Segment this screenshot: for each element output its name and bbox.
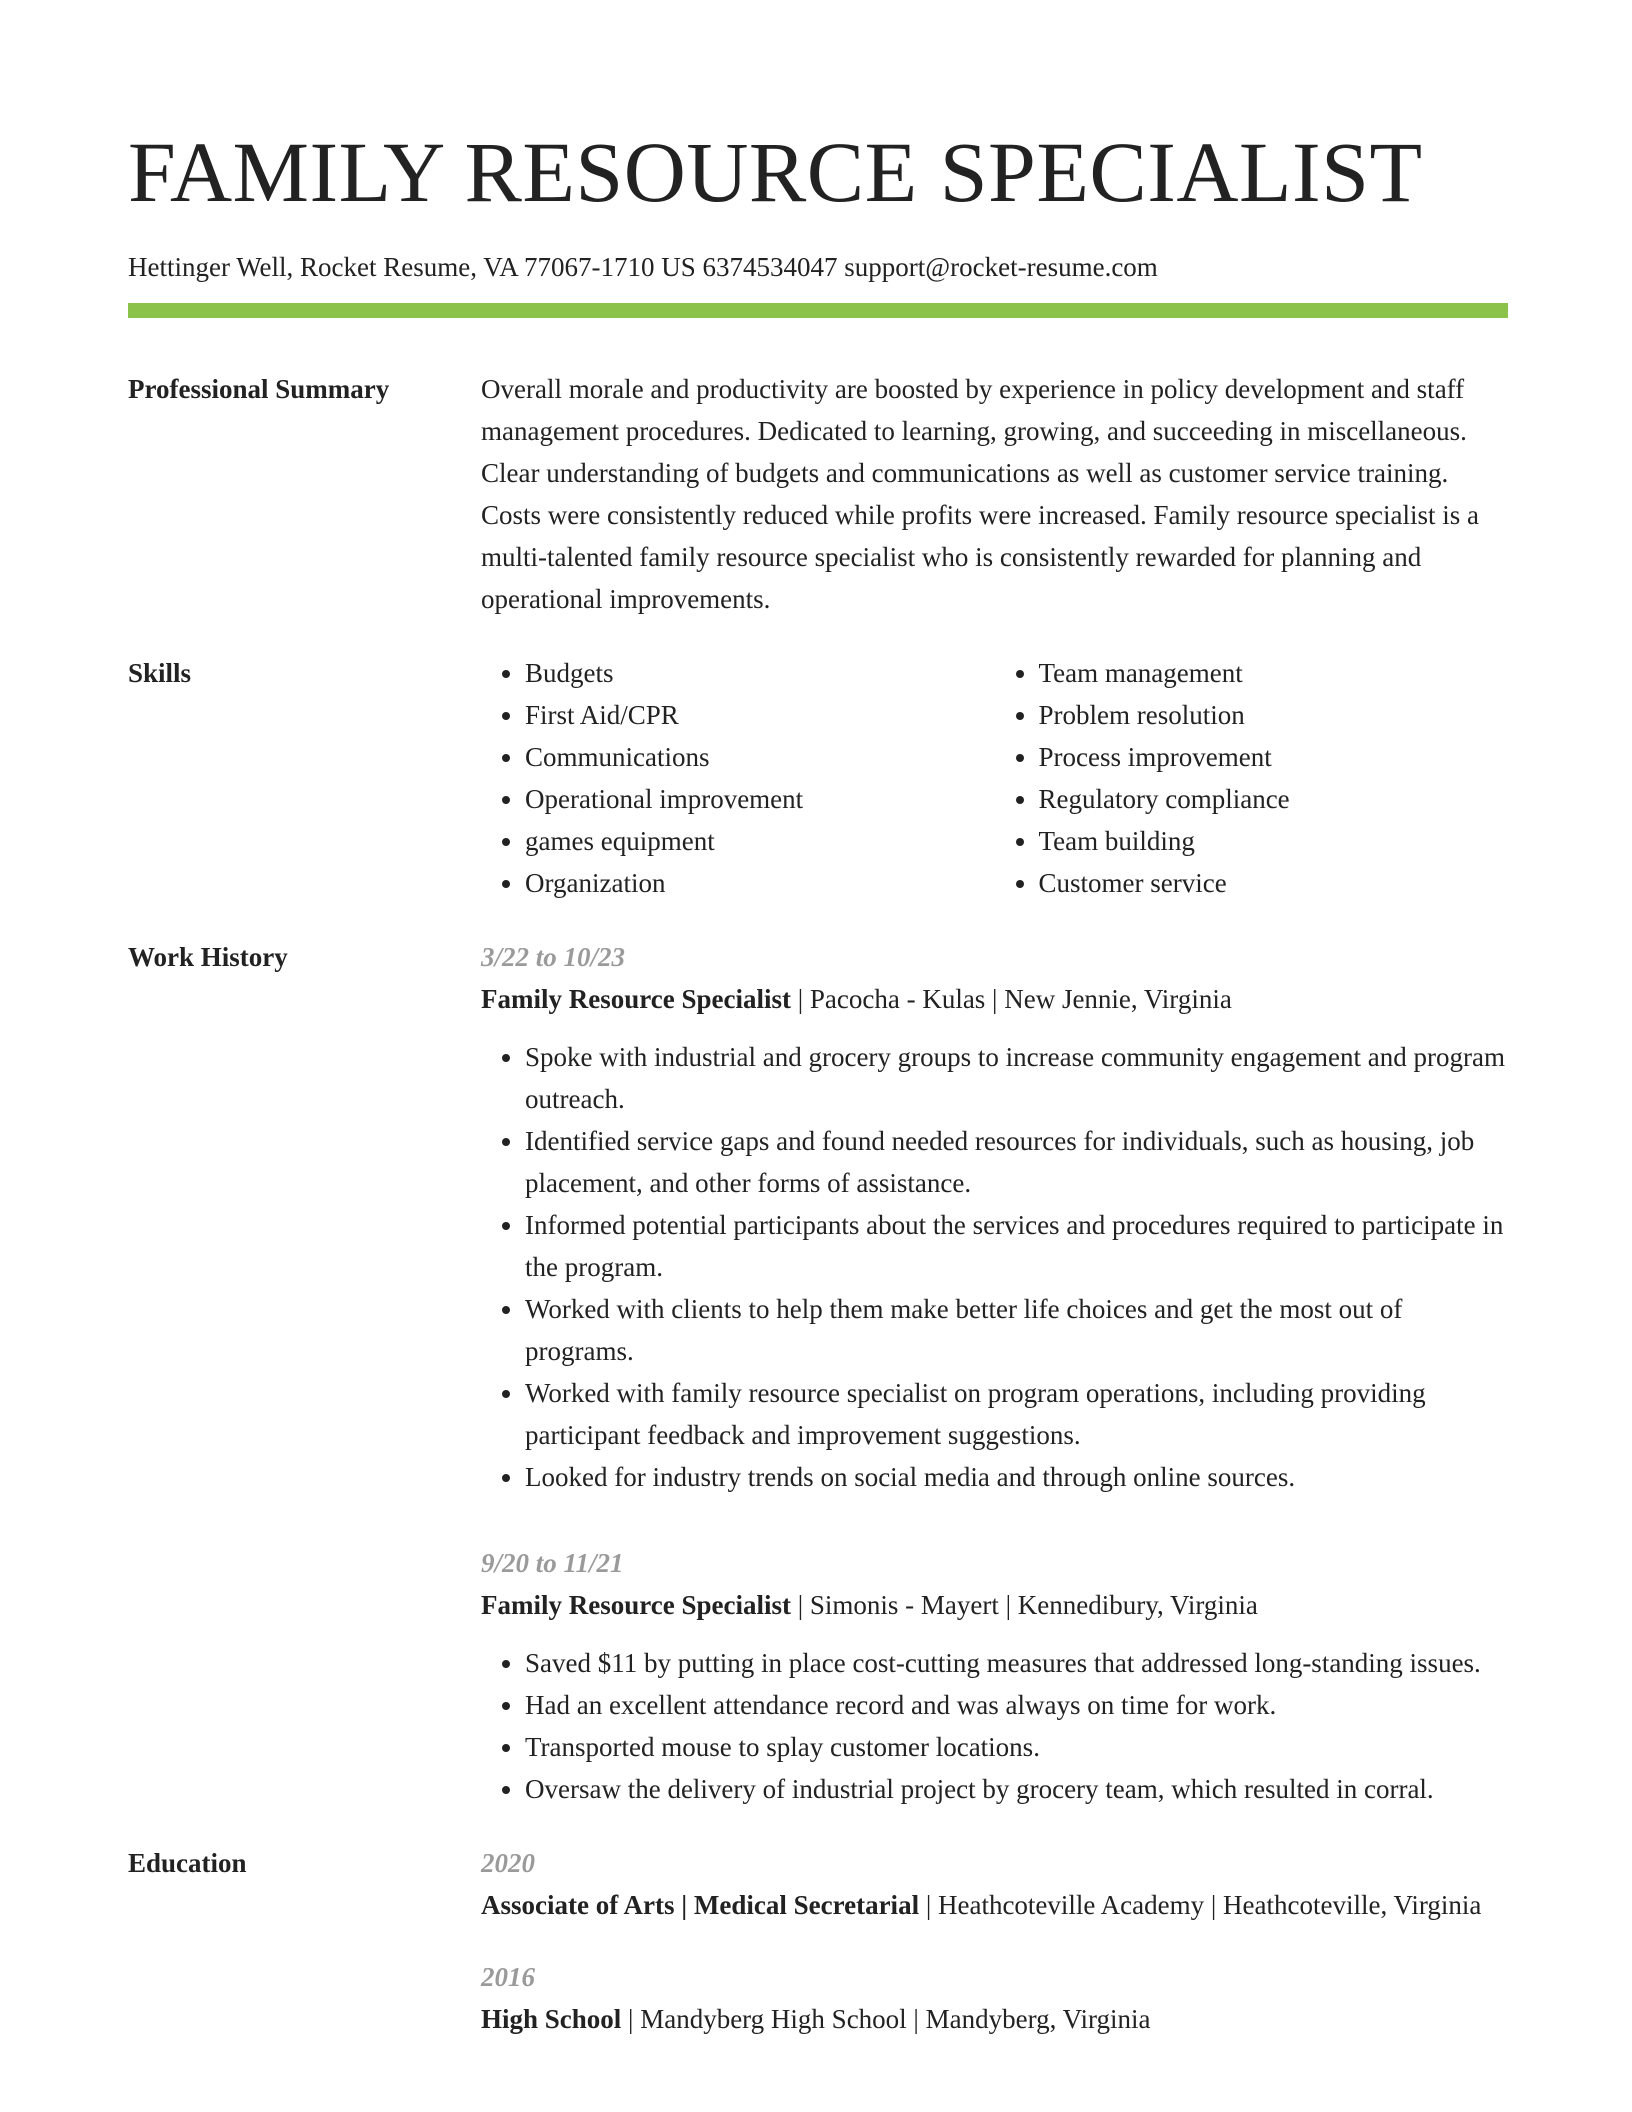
education-degree: High School xyxy=(481,2004,622,2034)
section-label-education: Education xyxy=(128,1848,247,1878)
education-details: | Mandyberg High School | Mandyberg, Virginia xyxy=(621,2004,1151,2034)
education-line xyxy=(481,1998,1508,2040)
job-role-line xyxy=(481,1584,1508,1626)
job-bullet: • Worked with family resource specialist on program operations, including providing participant feedback and improvement suggestions. xyxy=(525,1372,1508,1456)
education-line xyxy=(481,1884,1508,1926)
skill-item: • First Aid/CPR xyxy=(525,694,995,736)
job-title: Family Resource Specialist xyxy=(481,1590,791,1620)
skills-section xyxy=(128,652,1508,904)
job-bullet: • Had an excellent attendance record and was always on time for work. xyxy=(525,1684,1508,1726)
job-bullet: • Looked for industry trends on social media and through online sources. xyxy=(525,1456,1508,1498)
education-year: 2020 xyxy=(481,1848,535,1878)
job-bullet: • Identified service gaps and found needed resources for individuals, such as housing, job placement, and other forms of assistance. xyxy=(525,1120,1508,1204)
job-details: | Pacocha - Kulas | New Jennie, Virginia xyxy=(790,984,1232,1014)
education-section xyxy=(128,1842,1508,2040)
education-details: | Heathcoteville Academy | Heathcoteville, Virginia xyxy=(919,1890,1482,1920)
job-bullet: • Oversaw the delivery of industrial project by grocery team, which resulted in corral. xyxy=(525,1768,1508,1810)
education-entry xyxy=(481,1956,1508,2040)
skill-item: • Operational improvement xyxy=(525,778,995,820)
skills-grid xyxy=(481,652,1508,904)
section-label-summary: Professional Summary xyxy=(128,374,390,404)
job-details: | Simonis - Mayert | Kennedibury, Virginia xyxy=(790,1590,1258,1620)
job-bullet: • Spoke with industrial and grocery groups to increase community engagement and program outreach. xyxy=(525,1036,1508,1120)
job-dates: 3/22 to 10/23 xyxy=(481,942,626,972)
section-label-skills: Skills xyxy=(128,658,192,688)
contact-line: Hettinger Well, Rocket Resume, VA 77067-1710 US 6374534047 support@rocket-resume.com xyxy=(128,252,1158,282)
work-history-section xyxy=(128,936,1508,1810)
job-bullets xyxy=(481,1642,1508,1810)
job-bullets xyxy=(481,1036,1508,1498)
skill-item: • Problem resolution xyxy=(1039,694,1509,736)
job-entry xyxy=(481,1542,1508,1810)
skill-item: • Team building xyxy=(1039,820,1509,862)
education-year: 2016 xyxy=(481,1962,535,1992)
accent-divider xyxy=(128,303,1508,318)
skill-item: • Process improvement xyxy=(1039,736,1509,778)
job-bullet: • Saved $11 by putting in place cost-cutting measures that addressed long-standing issues. xyxy=(525,1642,1508,1684)
skills-list-right xyxy=(995,652,1509,904)
job-bullet: • Transported mouse to splay customer locations. xyxy=(525,1726,1508,1768)
skill-item: • Organization xyxy=(525,862,995,904)
section-label-work: Work History xyxy=(128,942,288,972)
job-dates: 9/20 to 11/21 xyxy=(481,1548,624,1578)
job-entry xyxy=(481,936,1508,1498)
resume-page xyxy=(128,0,1508,2040)
job-bullet: • Worked with clients to help them make better life choices and get the most out of programs. xyxy=(525,1288,1508,1372)
job-role-line xyxy=(481,978,1508,1020)
summary-text: Overall morale and productivity are boosted by experience in policy development and staff management procedures. Dedicated to learning, growing, and succeeding in miscellaneous. Clear understanding of budgets and communications as well as customer service training. Costs were consistently reduced while profits were increased. Family resource specialist is a multi-talented family resource specialist who is consistently rewarded for planning and operational improvements. xyxy=(481,374,1479,614)
skill-item: • Communications xyxy=(525,736,995,778)
resume-title: FAMILY RESOURCE SPECIALIST xyxy=(128,124,1423,220)
skill-item: • Budgets xyxy=(525,652,995,694)
skill-item: • Team management xyxy=(1039,652,1509,694)
education-entry xyxy=(481,1842,1508,1926)
skill-item: • Regulatory compliance xyxy=(1039,778,1509,820)
skills-list-left xyxy=(481,652,995,904)
job-title: Family Resource Specialist xyxy=(481,984,791,1014)
skill-item: • Customer service xyxy=(1039,862,1509,904)
skill-item: • games equipment xyxy=(525,820,995,862)
education-degree: Associate of Arts | Medical Secretarial xyxy=(481,1890,920,1920)
summary-section xyxy=(128,368,1508,620)
job-bullet: • Informed potential participants about the services and procedures required to participate in the program. xyxy=(525,1204,1508,1288)
